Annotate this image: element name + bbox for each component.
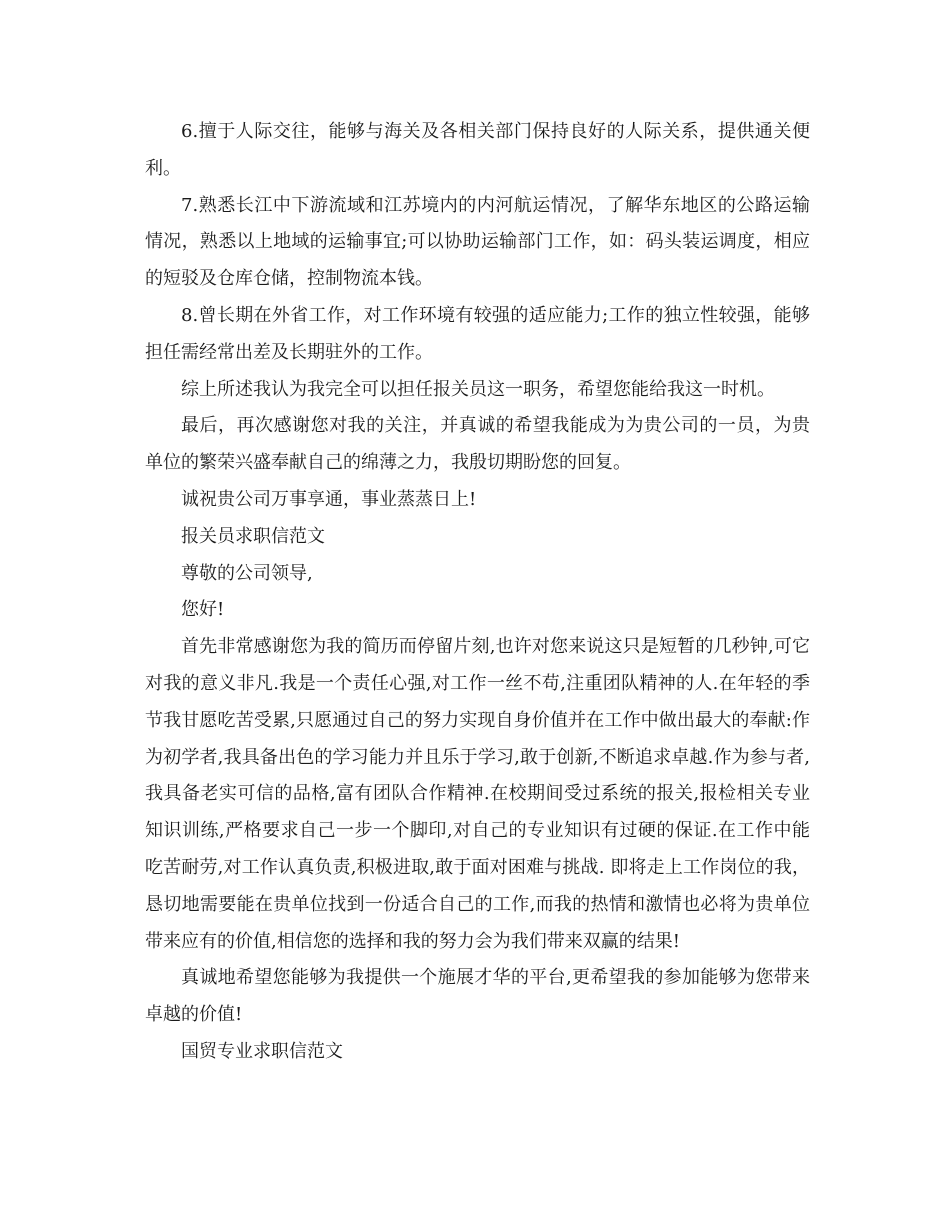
paragraph-point-6: 6.擅于人际交往，能够与海关及各相关部门保持良好的人际关系，提供通关便利。 [145,121,810,179]
paragraph-point-8: 8.曾长期在外省工作，对工作环境有较强的适应能力;工作的独立性较强，能够担任需经常出差及长期驻外的工作。 [145,304,810,363]
paragraph-wishes: 诚祝贵公司万事享通，事业蒸蒸日上! [181,488,477,510]
paragraph-hope: 真诚地希望您能够为我提供一个施展才华的平台,更希望我的参加能够为您带来卓越的价值! [145,967,810,1026]
section-title-customs-declarant-letter: 报关员求职信范文 [181,525,325,547]
paragraph-introduction: 首先非常感谢您为我的简历而停留片刻,也许对您来说这只是短暂的几秒钟,可它对我的意义非凡.我是一个责任心强,对工作一丝不苟,注重团队精神的人.在年轻的季节我甘愿吃苦受累,只愿通过自己的努力实现自身价值并在工作中做出最大的奉献:作为初学者,我具备出色的学习能力并且乐于学习,敢于创新,不断追求卓越.作为参与者,我具备老实可信的品格,富有团队合作精神.在校期间受过系统的报关,报检相关专业知识训练,严格要求自己一步一个脚印,对自己的专业知识有过硬的保证.在工作中能吃苦耐劳,对工作认真负责,积极进取,敢于面对困难与挑战. 即将走上工作岗位的我，恳切地需要能在贵单位找到一份适合自己的工作,而我的热情和激情也必将为贵单位带来应有的价值,相信您的选择和我的努力会为我们带来双赢的结果! [145,636,810,952]
salutation: 尊敬的公司领导, [181,562,313,584]
paragraph-point-7: 7.熟悉长江中下游流域和江苏境内的内河航运情况，了解华东地区的公路运输情况，熟悉以上地域的运输事宜;可以协助运输部门工作，如：码头装运调度，相应的短驳及仓库仓储，控制物流本钱。 [145,194,810,290]
document-body [145,114,810,1071]
paragraph-closing: 最后，再次感谢您对我的关注，并真诚的希望我能成为为贵公司的一员，为贵单位的繁荣兴盛奉献自己的绵薄之力，我殷切期盼您的回复。 [145,415,810,474]
paragraph-summary: 综上所述我认为我完全可以担任报关员这一职务，希望您能给我这一时机。 [181,378,775,400]
greeting: 您好! [181,599,225,621]
section-title-trade-letter: 国贸专业求职信范文 [181,1040,343,1062]
